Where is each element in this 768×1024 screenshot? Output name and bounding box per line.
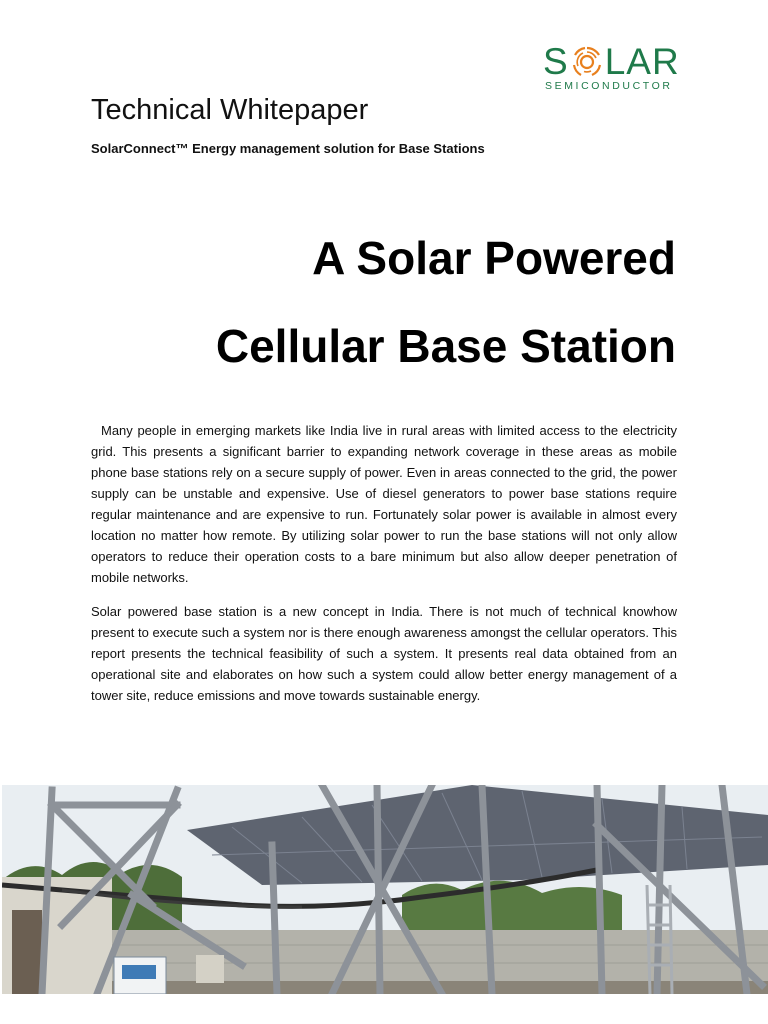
logo-text-left: S	[543, 41, 569, 82]
base-station-photo	[2, 785, 768, 994]
logo-subtext: SEMICONDUCTOR	[545, 80, 673, 92]
logo-wordmark	[543, 42, 680, 82]
body-paragraph-2: Solar powered base station is a new concept in India. There is not much of technical knowhow present to execute such a system nor is there enough awareness amongst the cellular operators. This report presents the technical feasibility of such a system. It presents real data obtained from an operational site and elaborates on how such a system could allow better energy management of a tower site, reduce emissions and move towards sustainable energy.	[91, 604, 677, 703]
logo-text-right: LAR	[604, 41, 680, 82]
title-line-2: Cellular Base Station	[215, 320, 676, 372]
body-paragraph-1: Many people in emerging markets like India live in rural areas with limited access to the electricity grid. This presents a significant barrier to expanding network coverage in these areas as mobile phone base stations rely on a secure supply of power. Even in areas connected to the grid, the power supply can be unstable and expensive. Use of diesel generators to power base stations require regular maintenance and are expensive to run. Fortunately solar power is available in almost every location no matter how remote. By utilizing solar power to run the base stations will not only allow operators to reduce their operation costs to a bare minimum but also allow deeper penetration of mobile networks.	[91, 423, 677, 585]
title-line-1: A Solar Powered	[312, 232, 676, 284]
document-subtitle: SolarConnect™ Energy management solution for Base Stations	[91, 141, 485, 156]
main-title	[76, 214, 676, 390]
company-logo	[543, 42, 693, 97]
document-type: Technical Whitepaper	[91, 94, 369, 126]
sun-icon	[570, 42, 604, 80]
